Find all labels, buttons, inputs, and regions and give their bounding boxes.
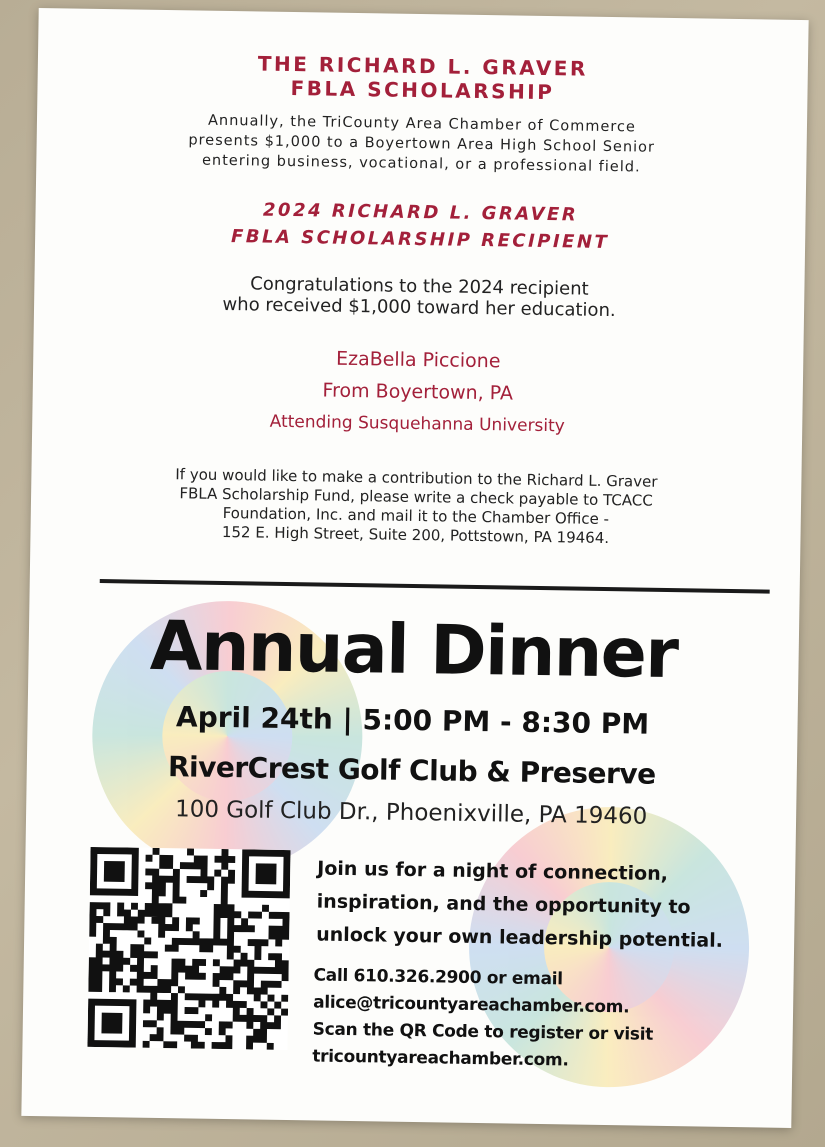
- qr-code-icon[interactable]: [87, 847, 290, 1050]
- recipient-heading: [35, 193, 806, 259]
- join-line: Join us for a night of connection,: [317, 857, 669, 886]
- recipient-details: [32, 338, 803, 446]
- dinner-title: Annual Dinner: [149, 606, 679, 695]
- recipient-heading-line: FBLA SCHOLARSHIP RECIPIENT: [230, 226, 610, 254]
- join-line: inspiration, and the opportunity to: [316, 890, 691, 919]
- contact-line: Scan the QR Code to register or visit: [312, 1019, 654, 1045]
- dinner-address: 100 Golf Club Dr., Phoenixville, PA 19460: [174, 796, 648, 830]
- intro-line: presents $1,000 to a Boyertown Area High School Senior: [188, 132, 656, 156]
- flyer-page: [21, 8, 808, 1128]
- contact-website[interactable]: tricountyareachamber.com.: [312, 1046, 569, 1071]
- recipient-name: EzaBella Piccione: [335, 347, 501, 373]
- recipient-heading-line: 2024 RICHARD L. GRAVER: [262, 199, 579, 226]
- contribution-line: 152 E. High Street, Suite 200, Pottstown, PA 19464.: [221, 522, 610, 548]
- contact-info: [312, 962, 754, 1077]
- intro-line: Annually, the TriCounty Area Chamber of Commerce: [207, 112, 637, 136]
- congrats-line: Congratulations to the 2024 recipient: [250, 273, 589, 300]
- dinner-venue: RiverCrest Golf Club & Preserve: [167, 750, 656, 791]
- section-divider: [100, 579, 770, 594]
- congratulations-text: [34, 270, 805, 324]
- recipient-hometown: From Boyertown, PA: [322, 379, 514, 405]
- scholarship-title-line: THE RICHARD L. GRAVER: [257, 51, 589, 81]
- recipient-school: Attending Susquehanna University: [269, 411, 565, 437]
- intro-line: entering business, vocational, or a professional field.: [201, 152, 641, 176]
- scholarship-title-line: FBLA SCHOLARSHIP: [290, 75, 555, 105]
- scholarship-title: [37, 48, 808, 108]
- contact-email[interactable]: alice@tricountyareachamber.com.: [313, 992, 630, 1018]
- contribution-info: [30, 463, 801, 551]
- congrats-line: who received $1,000 toward her education.: [222, 293, 616, 322]
- dinner-datetime: April 24th | 5:00 PM - 8:30 PM: [175, 700, 650, 741]
- contribution-line: FBLA Scholarship Fund, please write a check payable to TCACC: [179, 484, 653, 510]
- join-line: unlock your own leadership potential.: [316, 923, 724, 952]
- join-us-text: [316, 853, 758, 959]
- contribution-line: If you would like to make a contribution to the Richard L. Graver: [175, 465, 658, 491]
- scholarship-intro: [36, 108, 807, 180]
- contribution-line: Foundation, Inc. and mail it to the Chamber Office -: [222, 503, 610, 529]
- contact-line: Call 610.326.2900 or email: [313, 965, 563, 990]
